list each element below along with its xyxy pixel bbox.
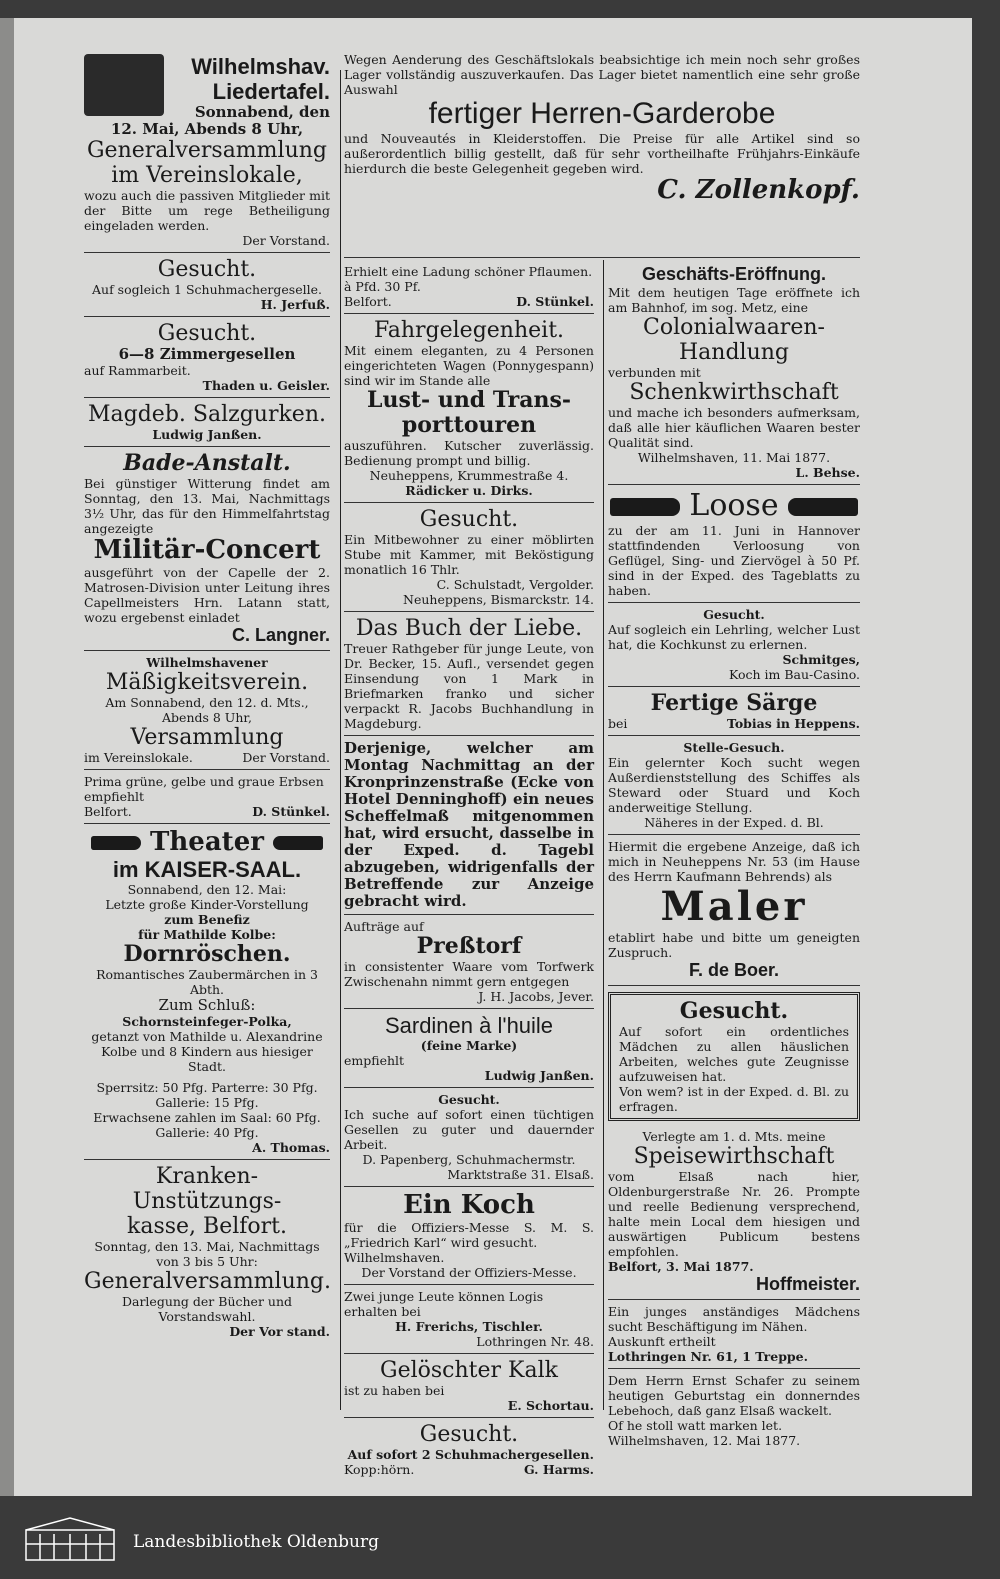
massigkeit-heading-2: Versammlung	[130, 725, 284, 750]
bade-body: Bei günstiger Witterung findet am Sonntag, den 13. Mai, Nachmittags 3½ Uhr, das für den Himmelfahrtstag angezeigte	[84, 476, 330, 536]
gesucht-6-heading: Gesucht.	[703, 607, 765, 622]
ad-bade-anstalt	[84, 449, 330, 651]
liedertafel-heading-2: im Vereinslokale,	[111, 163, 303, 188]
kalk-body: ist zu haben bei	[344, 1383, 445, 1398]
fahr-address: Neuheppens, Krummestraße 4.	[369, 468, 569, 483]
eroeffnung-heading: Geschäfts-Eröffnung.	[641, 264, 826, 284]
bade-signature: C. Langner.	[231, 625, 330, 645]
derjenige-body: Derjenige, welcher am Montag Nachmittag an der Kronprinzenstraße (Ecke von Hotel Denninghoff) ein neues Scheffelmaß mitgenommen hat, wird ersucht, dasselbe in der Exped. d. Tagebl abzugeben, widrigenfalls der Betreffende zur Anzeige gebracht wird.	[344, 739, 594, 910]
kranken-signature: Der Vor stand.	[229, 1324, 330, 1339]
gesucht-7-body-2: Von wem? ist in der Exped. d. Bl. zu erfragen.	[619, 1084, 849, 1114]
column-1	[84, 52, 330, 1345]
zollenkopf-heading: fertiger Herren-Garderobe	[428, 97, 776, 130]
sardinen-sub: (feine Marke)	[420, 1038, 518, 1053]
sardinen-line-1: empfiehlt	[344, 1053, 405, 1068]
ad-liedertafel	[84, 52, 330, 253]
kranken-body: Darlegung der Bücher und Vorstandswahl.	[121, 1294, 292, 1324]
theater-heading-1: Theater	[150, 827, 264, 857]
erbsen-signature: D. Stünkel.	[252, 804, 330, 819]
salzgurken-signature: Ludwig Janßen.	[152, 427, 262, 442]
gesucht-1-body: Auf sogleich 1 Schuhmachergeselle.	[92, 282, 322, 297]
theater-line-1: Letzte große Kinder-Vorstellung	[105, 897, 309, 912]
speise-date: Belfort, 3. Mai 1877.	[608, 1259, 754, 1274]
ad-massigkeitsverein	[84, 653, 330, 770]
gesucht-2-line-2: auf Rammarbeit.	[84, 363, 191, 378]
saerge-body: bei	[608, 716, 628, 731]
maler-body-2: etablirt habe und bitte um geneigten Zuspruch.	[608, 930, 860, 960]
zollenkopf-intro: Wegen Aenderung des Geschäftslokals beabsichtige ich mein noch sehr großes Lager vollständig auszuverkaufen. Das Lager bietet namentlich eine sehr große Auswahl	[344, 52, 860, 97]
bade-body-2: ausgeführt von der Capelle der 2. Matrosen-Division unter Leitung ihres Capellmeisters Hrn. Latann statt, wozu ergebenst einladet	[84, 565, 330, 625]
ad-buch-der-liebe	[344, 614, 594, 736]
theater-line-5: Zum Schluß:	[158, 996, 256, 1014]
gesucht-6-address: Koch im Bau-Casino.	[728, 667, 860, 682]
pointing-hand-icon	[788, 498, 858, 516]
gesucht-5-heading: Gesucht.	[419, 1422, 519, 1447]
ad-salzgurken	[84, 400, 330, 447]
ad-logis	[344, 1287, 594, 1354]
zollenkopf-body: und Nouveautés in Kleiderstoffen. Die Preise für alle Artikel sind so außerordentlich billig gestellt, daß für sehr vortheilhafte Frühjahrs-Einkäufe hierdurch die beste Gelegenheit gegeben wird.	[344, 131, 860, 176]
koch-body: für die Offiziers-Messe S. M. S. „Friedrich Karl“ wird gesucht.	[344, 1220, 594, 1250]
gesucht-1-heading: Gesucht.	[157, 257, 257, 282]
pflaumen-signature: D. Stünkel.	[516, 294, 594, 309]
ad-loose	[608, 487, 860, 603]
torf-body: in consistenter Waare vom Torfwerk Zwischenahn nimmt gern entgegen	[344, 959, 594, 989]
theater-price-2: Gallerie: 15 Pfg.	[155, 1095, 259, 1110]
ad-sardinen	[344, 1011, 594, 1088]
buch-body: Treuer Rathgeber für junge Leute, von Dr. Becker, 15. Aufl., versendet gegen Einsendung von 1 Mark in Briefmarken franko und sicher verpackt R. Jacobs Buchhandlung in Magdeburg.	[344, 641, 594, 731]
theater-heading-2: im KAISER-SAAL.	[112, 857, 302, 882]
schafer-body-2: Of he stoll watt marken let.	[608, 1418, 783, 1433]
erbsen-place: Belfort.	[84, 804, 132, 819]
bade-heading: Bade-Anstalt.	[123, 450, 291, 476]
fahr-body: Mit einem eleganten, zu 4 Personen eingerichteten Wagen (Ponnygespann) sind wir im Stande alle	[344, 343, 594, 388]
theater-line-7: getanzt von Mathilde u. Alexandrine Kolbe und 8 Kindern aus hiesiger Stadt.	[91, 1029, 323, 1074]
ad-derjenige	[344, 738, 594, 915]
ad-zollenkopf	[344, 52, 860, 205]
gesucht-7-body: Auf sofort ein ordentliches Mädchen zu allen häuslichen Arbeiten, welches gute Zeugnisse aufzuweisen hat.	[619, 1024, 849, 1084]
gesucht-3-heading: Gesucht.	[419, 507, 519, 532]
maedchen-line: Auskunft ertheilt	[608, 1334, 716, 1349]
eroeffnung-body-2: und mache ich besonders aufmerksam, daß alle hier käuflichen Waaren bester Qualität sind.	[608, 405, 860, 450]
gesucht-2-heading: Gesucht.	[157, 321, 257, 346]
stelle-heading: Stelle-Gesuch.	[683, 740, 785, 755]
gesucht-2-line-1: 6—8 Zimmergesellen	[118, 345, 296, 363]
library-footer	[0, 1504, 1000, 1579]
kalk-heading: Gelöschter Kalk	[380, 1358, 558, 1383]
bade-concert-heading: Militär-Concert	[93, 535, 321, 565]
liedertafel-date-2: 12. Mai, Abends 8 Uhr,	[110, 120, 304, 138]
theater-line-3: für Mathilde Kolbe:	[138, 927, 276, 942]
ad-gesucht-5	[344, 1420, 594, 1481]
theater-price-3: Erwachsene zahlen im Saal: 60 Pfg.	[93, 1110, 321, 1125]
fahr-signature: Rädicker u. Dirks.	[405, 483, 533, 498]
kranken-heading-3: Generalversammlung.	[84, 1269, 331, 1294]
pflaumen-line-2: à Pfd. 30 Pf.	[344, 279, 421, 294]
maler-signature: F. de Boer.	[688, 960, 780, 980]
kranken-date: Sonntag, den 13. Mai, Nachmittags von 3 bis 5 Uhr:	[94, 1239, 320, 1269]
kranken-heading-2: kasse, Belfort.	[127, 1214, 287, 1239]
theater-price-1: Sperrsitz: 50 Pfg. Parterre: 30 Pfg.	[96, 1080, 318, 1095]
ad-gesucht-3	[344, 505, 594, 612]
pointing-hand-icon	[273, 836, 323, 850]
zollenkopf-signature: C. Zollenkopf.	[657, 175, 860, 205]
schafer-date: Wilhelmshaven, 12. Mai 1877.	[608, 1433, 801, 1448]
liedertafel-date-1: Sonnabend, den	[194, 103, 330, 121]
speise-heading: Speisewirthschaft	[633, 1144, 835, 1169]
library-building-icon	[22, 1514, 118, 1564]
gesucht-4-address: Marktstraße 31. Elsaß.	[447, 1167, 594, 1182]
pointing-hand-icon	[610, 498, 680, 516]
eroeffnung-line: verbunden mit	[608, 365, 701, 380]
theater-line-6: Schornsteinfeger-Polka,	[122, 1014, 292, 1029]
buch-heading: Das Buch der Liebe.	[355, 616, 583, 641]
ad-speisewirthschaft	[608, 1127, 860, 1300]
gesucht-5-body: Auf sofort 2 Schuhmachergesellen.	[347, 1447, 594, 1462]
eroeffnung-body: Mit dem heutigen Tage eröffnete ich am Bahnhof, im sog. Metz, eine	[608, 285, 860, 315]
ad-presstorf	[344, 917, 594, 1009]
logis-address: Lothringen Nr. 48.	[476, 1334, 594, 1349]
gesucht-1-signature: H. Jerfuß.	[260, 297, 330, 312]
ad-krankenkasse	[84, 1162, 330, 1343]
sardinen-heading: Sardinen à l'huile	[384, 1013, 554, 1038]
liedertafel-body: wozu auch die passiven Mitglieder mit der Bitte um rege Betheiligung eingeladen werden.	[84, 188, 330, 233]
theater-line-2: zum Benefiz	[164, 912, 250, 927]
eroeffnung-heading-3: Schenkwirthschaft	[629, 380, 839, 405]
koch-signature: Der Vorstand der Offiziers-Messe.	[361, 1265, 577, 1280]
library-name[interactable]: Landesbibliothek Oldenburg	[133, 1532, 380, 1552]
ad-gesucht-1	[84, 255, 330, 317]
fahr-heading: Fahrgelegenheit.	[373, 318, 565, 343]
maedchen-body: Ein junges anständiges Mädchens sucht Beschäftigung im Nähen.	[608, 1304, 860, 1334]
ad-gesucht-2	[84, 319, 330, 398]
logis-body: Zwei junge Leute können Logis erhalten bei	[344, 1289, 544, 1319]
gesucht-7-heading: Gesucht.	[679, 998, 789, 1024]
theater-line-4: Romantisches Zaubermärchen in 3 Abth.	[96, 967, 318, 997]
maler-heading: Maler	[660, 883, 808, 930]
ad-gesucht-7	[608, 992, 860, 1121]
gesucht-2-signature: Thaden u. Geisler.	[202, 378, 330, 393]
salzgurken-heading: Magdeb. Salzgurken.	[88, 402, 326, 427]
ad-gesucht-6	[608, 605, 860, 687]
maler-body: Hiermit die ergebene Anzeige, daß ich mich in Neuheppens Nr. 53 (im Hause des Herrn Kaufmann Behrends) als	[608, 839, 860, 884]
gesucht-4-heading: Gesucht.	[438, 1092, 500, 1107]
massigkeit-line-1: Wilhelmshavener	[146, 655, 268, 670]
column-3	[608, 262, 860, 1454]
fahr-heading-2a: Lust- und Trans-	[367, 387, 571, 413]
eroeffnung-signature: L. Behse.	[795, 465, 860, 480]
ad-theater	[84, 826, 330, 1160]
saerge-signature: Tobias in Heppens.	[726, 716, 860, 731]
column-rule-2	[603, 260, 604, 1410]
liedertafel-heading-1: Generalversammlung	[86, 138, 327, 163]
koch-heading: Ein Koch	[403, 1190, 535, 1220]
gesucht-5-signature: G. Harms.	[523, 1462, 594, 1477]
ad-stelle-gesuch	[608, 738, 860, 835]
logis-signature: H. Frerichs, Tischler.	[395, 1319, 543, 1334]
ad-fahrgelegenheit	[344, 316, 594, 503]
speise-body: vom Elsaß nach hier, Oldenburgerstraße Nr. 26. Prompte und reelle Bedienung versprechend, halte mein Local dem hiesigen und auswärtigen Publicum bestens empfohlen.	[608, 1169, 860, 1259]
gesucht-6-signature: Schmitges,	[782, 652, 860, 667]
massigkeit-heading: Mäßigkeitsverein.	[105, 670, 309, 695]
stelle-body: Ein gelernter Koch sucht wegen Außerdienststellung des Schiffes als Steward oder Stuard und Koch anderweitige Stellung.	[608, 755, 860, 815]
speise-line-1: Verlegte am 1. d. Mts. meine	[642, 1129, 826, 1144]
erbsen-body: Prima grüne, gelbe und graue Erbsen empfiehlt	[84, 774, 324, 804]
koch-place: Wilhelmshaven.	[344, 1250, 445, 1265]
massigkeit-location: im Vereinslokale.	[84, 750, 193, 765]
saerge-heading: Fertige Särge	[650, 690, 818, 716]
gesucht-4-signature: D. Papenberg, Schuhmachermstr.	[362, 1152, 576, 1167]
pointing-hand-icon	[91, 836, 141, 850]
theater-price-4: Gallerie: 40 Pfg.	[155, 1125, 259, 1140]
speise-signature: Hoffmeister.	[755, 1274, 860, 1294]
sardinen-signature: Ludwig Janßen.	[484, 1068, 594, 1083]
ad-maedchen	[608, 1302, 860, 1369]
ad-saerge	[608, 689, 860, 736]
ad-gesucht-4	[344, 1090, 594, 1187]
schafer-body: Dem Herrn Ernst Schafer zu seinem heutigen Geburtstag ein donnerndes Lebehoch, daß ganz Elsaß wackelt.	[608, 1373, 860, 1418]
ad-maler	[608, 837, 860, 986]
liedertafel-signature: Der Vorstand.	[242, 233, 330, 248]
torf-line-1: Aufträge auf	[344, 919, 424, 934]
stelle-body-2: Näheres in der Exped. d. Bl.	[644, 815, 824, 830]
maedchen-address: Lothringen Nr. 61, 1 Treppe.	[608, 1349, 808, 1364]
ad-schafer	[608, 1371, 860, 1452]
loose-heading: Loose	[689, 488, 779, 523]
torf-heading: Preßtorf	[416, 933, 522, 959]
top-ad-divider	[344, 257, 860, 258]
column-2	[344, 262, 594, 1483]
eroeffnung-date: Wilhelmshaven, 11. Mai 1877.	[637, 450, 831, 465]
ad-koch	[344, 1189, 594, 1285]
book-binding	[0, 18, 14, 1496]
gesucht-3-address: Neuheppens, Bismarckstr. 14.	[403, 592, 594, 607]
liedertafel-title-1: Wilhelmshav.	[191, 54, 330, 79]
theater-date: Sonnabend, den 12. Mai:	[127, 882, 287, 897]
massigkeit-body: Am Sonnabend, den 12. d. Mts., Abends 8 Uhr,	[105, 695, 309, 725]
ad-erbsen	[84, 772, 330, 824]
kalk-signature: E. Schortau.	[507, 1398, 594, 1413]
loose-body: zu der am 11. Juni in Hannover stattfindenden Verloosung von Geflügel, Sing- und Ziervögel à 50 Pf. sind in der Exped. des Tageblatts zu haben.	[608, 523, 860, 598]
pflaumen-line-1: Erhielt eine Ladung schöner Pflaumen.	[344, 264, 593, 279]
theater-title: Dornröschen.	[123, 941, 291, 967]
ad-pflaumen	[344, 262, 594, 314]
ad-kalk	[344, 1356, 594, 1418]
torf-signature: J. H. Jacobs, Jever.	[478, 989, 594, 1004]
theater-signature: A. Thomas.	[252, 1140, 330, 1155]
liedertafel-title-2: Liedertafel.	[212, 79, 330, 104]
gesucht-5-place: Kopp:hörn.	[344, 1462, 415, 1477]
gesucht-6-body: Auf sogleich ein Lehrling, welcher Lust hat, die Kochkunst zu erlernen.	[608, 622, 860, 652]
eroeffnung-heading-2: Colonialwaaren-Handlung	[643, 315, 825, 365]
fahr-body-2: auszuführen. Kutscher zuverlässig. Bedienung prompt und billig.	[344, 438, 594, 468]
massigkeit-signature: Der Vorstand.	[242, 750, 330, 765]
column-rule-1	[340, 70, 341, 1410]
ad-geschaefts-eroeffnung	[608, 262, 860, 485]
gesucht-4-body: Ich suche auf sofort einen tüchtigen Gesellen zu guter und dauernder Arbeit.	[344, 1107, 594, 1152]
liedertafel-emblem-icon	[84, 54, 164, 116]
fahr-heading-2b: porttouren	[401, 412, 537, 438]
gesucht-3-body: Ein Mitbewohner zu einer möblirten Stube mit Kammer, mit Beköstigung monatlich 16 Thlr.	[344, 532, 594, 577]
kranken-heading-1: Kranken-Unstützungs-	[132, 1164, 282, 1214]
pflaumen-place: Belfort.	[344, 294, 392, 309]
gesucht-3-signature: C. Schulstadt, Vergolder.	[436, 577, 594, 592]
